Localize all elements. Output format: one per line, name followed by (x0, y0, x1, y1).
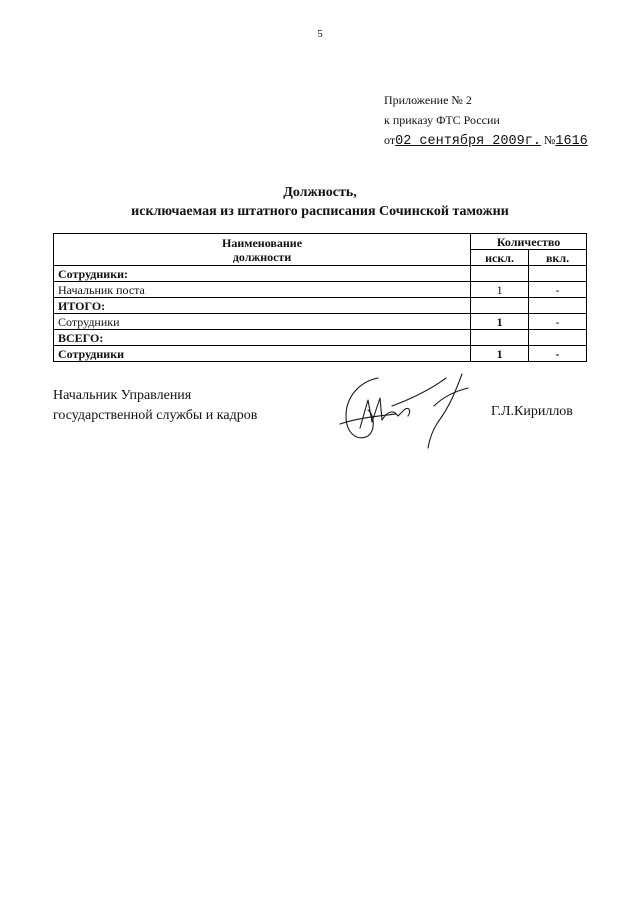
row-incl (529, 330, 587, 346)
table-row (54, 282, 587, 298)
row-excl (471, 298, 529, 314)
order-number: 1616 (555, 134, 588, 149)
row-name: Начальник поста (54, 282, 471, 298)
row-name: Сотрудники: (54, 266, 471, 282)
order-date: 02 сентября 2009г. (395, 134, 541, 149)
table-row (54, 266, 587, 282)
appendix-line-2: к приказу ФТС России (384, 113, 500, 127)
table-row (54, 314, 587, 330)
table-row (54, 298, 587, 314)
signer-name: Г.Л.Кириллов (491, 404, 573, 419)
title-line-2: исключаемая из штатного расписания Сочинской таможни (131, 204, 509, 219)
page-number: 5 (317, 28, 323, 40)
table-header-row (54, 234, 587, 250)
signer-position-line-2: государственной службы и кадров (53, 408, 258, 423)
row-excl (471, 266, 529, 282)
signer-position-line-1: Начальник Управления (53, 388, 192, 403)
header-name-cell (54, 234, 471, 266)
number-sign: № (543, 133, 556, 147)
row-incl (529, 298, 587, 314)
signer-position (53, 386, 257, 426)
header-name-line-1: Наименование (222, 235, 303, 250)
header-excl: искл. (471, 250, 529, 266)
row-incl: - (529, 282, 587, 298)
document-title (0, 183, 640, 221)
header-name-line-2: должности (232, 249, 292, 264)
table-row (54, 346, 587, 362)
row-name: ВСЕГО: (54, 330, 471, 346)
handwritten-signature (338, 370, 488, 450)
header-quantity: Количество (471, 234, 587, 250)
row-name: Сотрудники (54, 346, 471, 362)
title-line-1: Должность, (283, 185, 357, 200)
row-excl (471, 330, 529, 346)
row-excl: 1 (471, 314, 529, 330)
appendix-line-3 (384, 130, 588, 152)
table-row (54, 330, 587, 346)
row-excl: 1 (471, 346, 529, 362)
positions-table (53, 233, 587, 362)
row-incl: - (529, 314, 587, 330)
appendix-line-1: Приложение № 2 (384, 93, 472, 107)
row-name: Сотрудники (54, 314, 471, 330)
row-excl: 1 (471, 282, 529, 298)
date-prefix: от (384, 133, 396, 147)
appendix-header (384, 90, 588, 152)
row-name: ИТОГО: (54, 298, 471, 314)
row-incl: - (529, 346, 587, 362)
row-incl (529, 266, 587, 282)
header-incl: вкл. (529, 250, 587, 266)
